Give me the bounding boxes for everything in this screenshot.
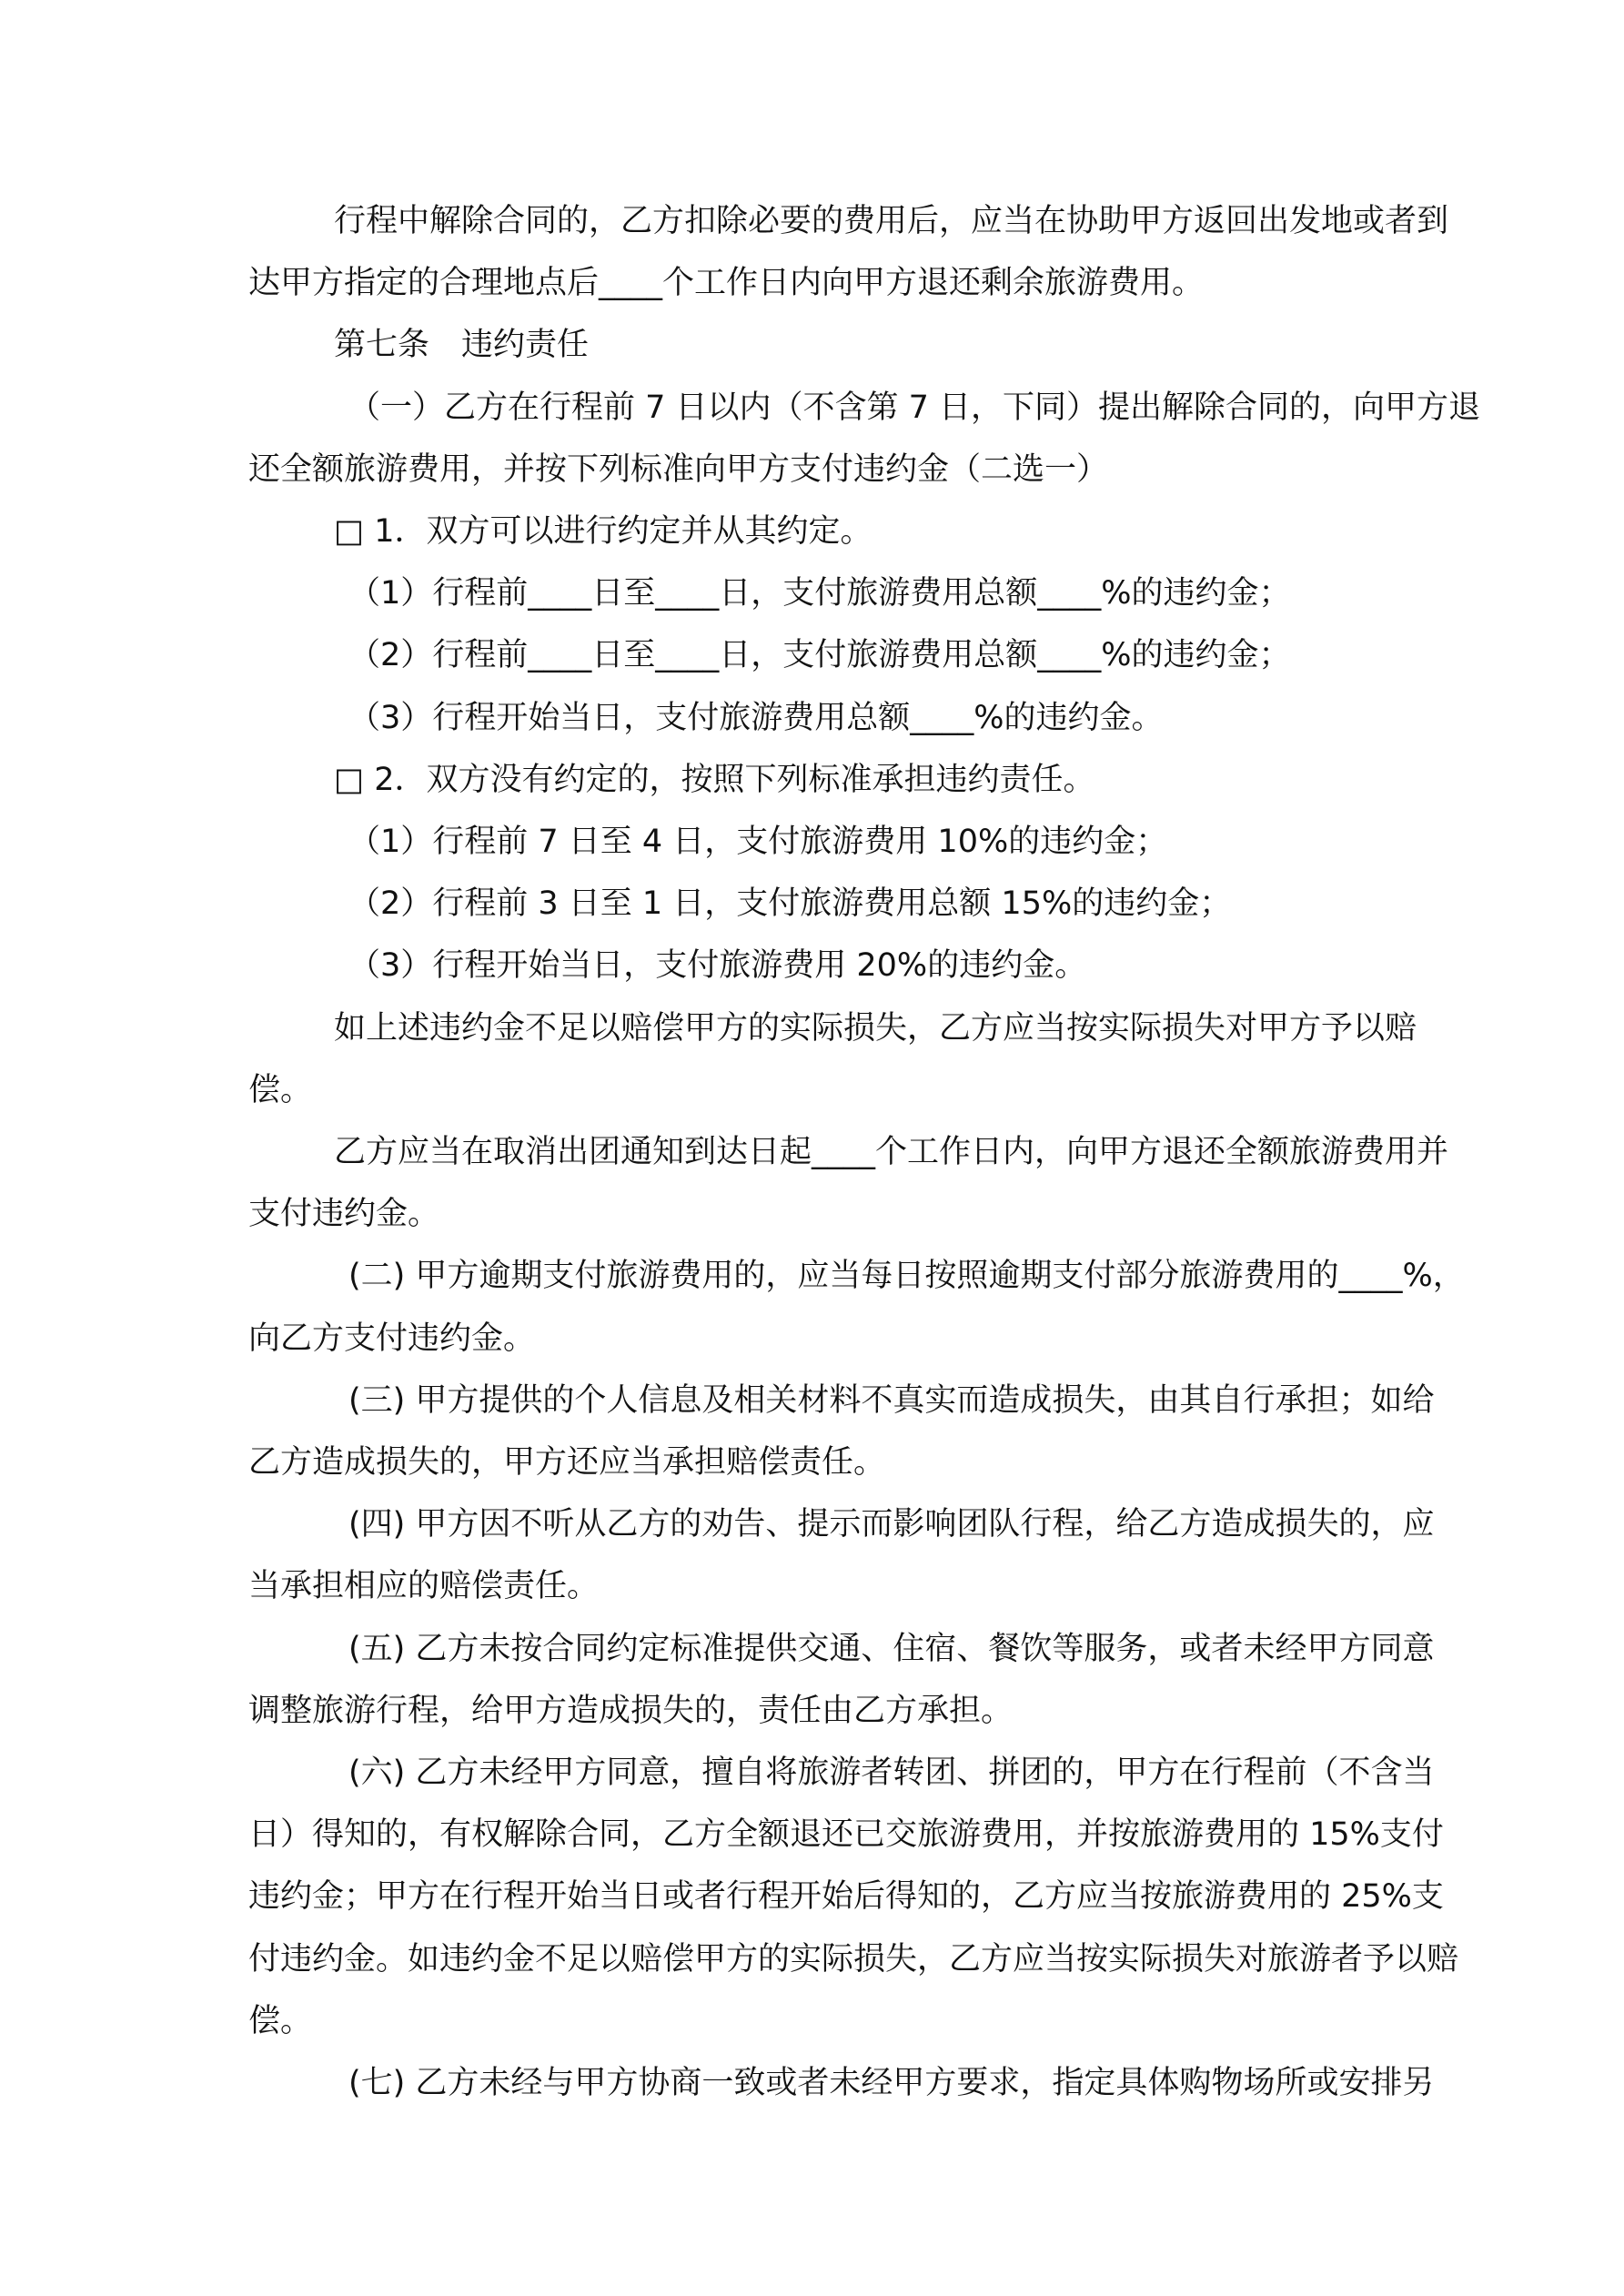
text-line: □ 1．双方可以进行约定并从其约定。 [334, 513, 873, 550]
section-heading: 第七条 违约责任 [334, 327, 590, 364]
text-line: 乙方应当在取消出团通知到达日起____个工作日内，向甲方退还全额旅游费用并 [334, 1134, 1449, 1170]
text-line: （3）行程开始当日，支付旅游费用 20%的违约金。 [348, 947, 1087, 985]
text-line: 支付违约金。 [248, 1196, 440, 1233]
text-line: 行程中解除合同的，乙方扣除必要的费用后，应当在协助甲方返回出发地或者到 [334, 203, 1449, 239]
text-line: （1）行程前____日至____日，支付旅游费用总额____%的违约金； [348, 575, 1291, 612]
text-line: （2）行程前____日至____日，支付旅游费用总额____%的违约金； [348, 637, 1291, 674]
text-line: 当承担相应的赔偿责任。 [248, 1568, 600, 1605]
text-line: (六) 乙方未经甲方同意，擅自将旅游者转团、拼团的，甲方在行程前（不含当 [348, 1755, 1435, 1791]
text-line: 偿。 [248, 1071, 313, 1108]
text-line: 付违约金。如违约金不足以赔偿甲方的实际损失，乙方应当按实际损失对旅游者予以赔 [248, 1940, 1459, 1977]
text-line: （1）行程前 7 日至 4 日，支付旅游费用 10%的违约金； [348, 824, 1168, 860]
text-line: （3）行程开始当日，支付旅游费用总额____%的违约金。 [348, 699, 1164, 736]
text-line: 达甲方指定的合理地点后____个工作日内向甲方退还剩余旅游费用。 [248, 265, 1205, 302]
text-line: (五) 乙方未按合同约定标准提供交通、住宿、餐饮等服务，或者未经甲方同意 [348, 1630, 1435, 1667]
text-line: 日）得知的，有权解除合同，乙方全额退还已交旅游费用，并按旅游费用的 15%支付 [248, 1816, 1444, 1854]
text-line: （一）乙方在行程前 7 日以内（不含第 7 日，下同）提出解除合同的，向甲方退 [348, 389, 1481, 426]
text-line: (二) 甲方逾期支付旅游费用的，应当每日按照逾期支付部分旅游费用的____%， [348, 1258, 1465, 1295]
text-line: (四) 甲方因不听从乙方的劝告、提示而影响团队行程，给乙方造成损失的，应 [348, 1506, 1435, 1543]
text-line: 还全额旅游费用，并按下列标准向甲方支付违约金（二选一） [248, 450, 1109, 488]
text-line: (三) 甲方提供的个人信息及相关材料不真实而造成损失，由其自行承担；如给 [348, 1381, 1435, 1419]
text-line: 违约金；甲方在行程开始当日或者行程开始后得知的，乙方应当按旅游费用的 25%支 [248, 1878, 1444, 1916]
text-line: 乙方造成损失的，甲方还应当承担赔偿责任。 [248, 1444, 886, 1481]
text-line: 偿。 [248, 2002, 313, 2039]
text-line: 向乙方支付违约金。 [248, 1320, 536, 1357]
text-line: （2）行程前 3 日至 1 日，支付旅游费用总额 15%的违约金； [348, 885, 1232, 923]
text-line: (七) 乙方未经与甲方协商一致或者未经甲方要求，指定具体购物场所或安排另 [348, 2065, 1435, 2101]
text-line: 如上述违约金不足以赔偿甲方的实际损失，乙方应当按实际损失对甲方予以赔 [334, 1009, 1417, 1047]
text-line: 调整旅游行程，给甲方造成损失的，责任由乙方承担。 [248, 1692, 1014, 1729]
text-line: □ 2．双方没有约定的，按照下列标准承担违约责任。 [334, 761, 1095, 798]
